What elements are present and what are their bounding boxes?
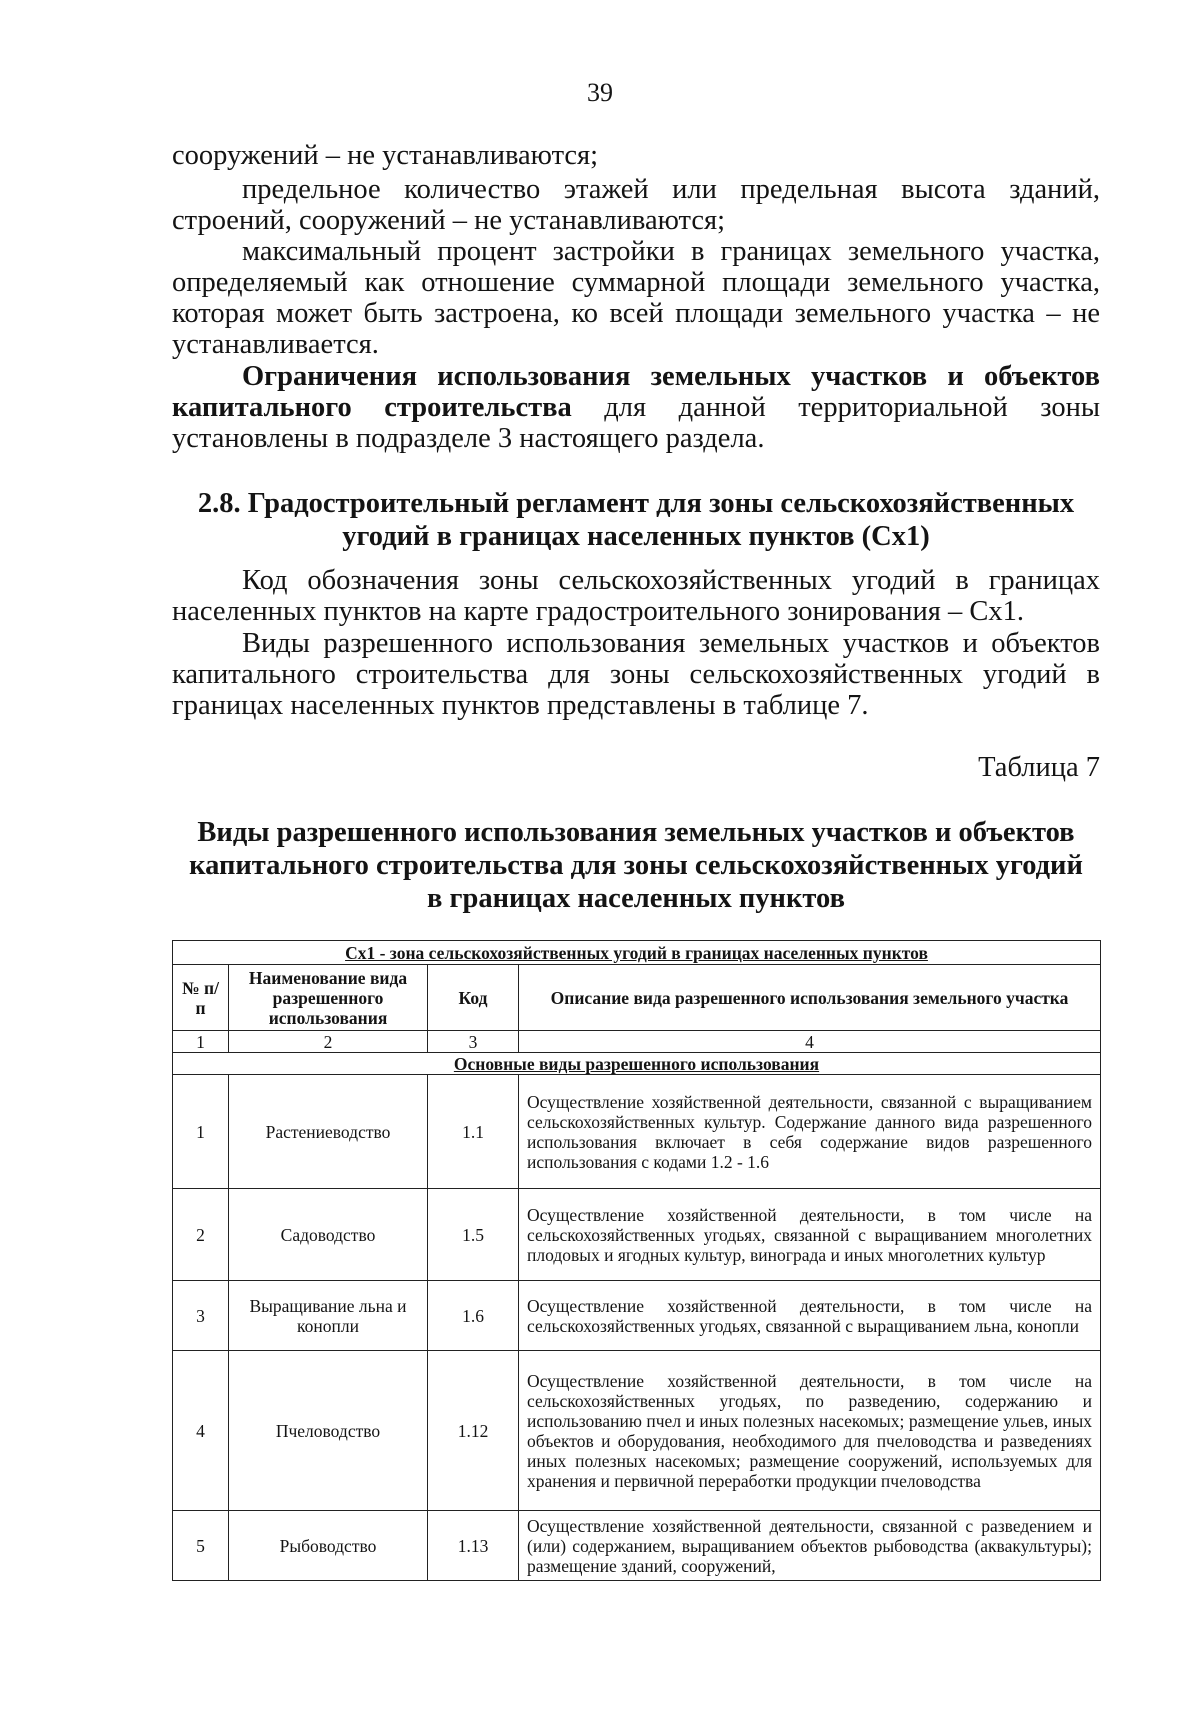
page-number: 39 [587, 78, 613, 107]
header-description: Описание вида разрешенного использования земельного участка [519, 965, 1101, 1031]
row-number: 4 [173, 1351, 229, 1511]
column-number-1: 1 [173, 1031, 229, 1053]
table-title-line3: в границах населенных пунктов [427, 883, 845, 914]
row-use-name: Растениеводство [229, 1075, 428, 1189]
row-number: 1 [173, 1075, 229, 1189]
section-heading [172, 487, 1100, 553]
table-row [173, 1351, 1101, 1511]
header-number: № п/п [173, 965, 229, 1031]
table-title-line1: Виды разрешенного использования земельных участков и объектов [197, 817, 1075, 848]
row-use-name: Рыбоводство [229, 1511, 428, 1581]
row-use-name: Пчеловодство [229, 1351, 428, 1511]
table-title-line2: капитального строительства для зоны сельскохозяйственных угодий [189, 850, 1083, 881]
paragraph-continuation: сооружений – не устанавливаются; [172, 140, 599, 171]
section-heading-line1: 2.8. Градостроительный регламент для зоны сельскохозяйственных [197, 488, 1075, 519]
paragraph-table-intro: Виды разрешенного использования земельных участков и объектов капитального строительства для зоны сельскохозяйственных угодий в границах населенных пунктов представлены в таблице 7. [172, 628, 1100, 721]
column-number-3: 3 [428, 1031, 519, 1053]
row-description: Осуществление хозяйственной деятельности, в том числе на сельскохозяйственных угодьях, связанной с выращиванием многолетних плодовых и ягодных культур, винограда и иных многолетних культур [519, 1189, 1101, 1281]
row-code: 1.13 [428, 1511, 519, 1581]
zone-row: Сх1 - зона сельскохозяйственных угодий в границах населенных пунктов [173, 941, 1101, 965]
paragraph-restrictions [172, 361, 1100, 454]
row-description: Осуществление хозяйственной деятельности, связанной с разведением и (или) содержанием, выращиванием объектов рыбоводства (аквакультуры); размещение зданий, сооружений, [519, 1511, 1101, 1581]
row-code: 1.5 [428, 1189, 519, 1281]
row-code: 1.12 [428, 1351, 519, 1511]
column-number-2: 2 [229, 1031, 428, 1053]
table-row [173, 1189, 1101, 1281]
header-code: Код [428, 965, 519, 1031]
section-row-main-uses: Основные виды разрешенного использования [173, 1053, 1101, 1075]
restrictions-bold: Ограничения использования земельных участков и объектов капитального строительства [172, 361, 1100, 423]
row-description: Осуществление хозяйственной деятельности, в том числе на сельскохозяйственных угодьях, по разведению, содержанию и использованию пчел и иных полезных насекомых; размещение ульев, иных объектов и оборудования, необходимого для пчеловодства и разведениях иных полезных насекомых; размещение сооружений, используемых для хранения и первичной переработки продукции пчеловодства [519, 1351, 1101, 1511]
row-number: 2 [173, 1189, 229, 1281]
restrictions-rest: для данной территориальной зоны установлены в подразделе 3 настоящего раздела. [172, 392, 1100, 454]
table-row [173, 1511, 1101, 1581]
table-label: Таблица 7 [978, 752, 1100, 783]
section-heading-line2: угодий в границах населенных пунктов (Сх1) [342, 521, 930, 552]
header-name: Наименование вида разрешенного использования [229, 965, 428, 1031]
row-description: Осуществление хозяйственной деятельности, в том числе на сельскохозяйственных угодьях, связанной с выращиванием льна, конопли [519, 1281, 1101, 1351]
paragraph-max-coverage: максимальный процент застройки в границах земельного участка, определяемый как отношение суммарной площади земельного участка, которая может быть застроена, ко всей площади земельного участка – не устанавливается. [172, 236, 1100, 360]
paragraph-max-floors: предельное количество этажей или предельная высота зданий, строений, сооружений – не устанавливаются; [172, 174, 1100, 236]
table-row [173, 1075, 1101, 1189]
row-use-name: Садоводство [229, 1189, 428, 1281]
row-code: 1.1 [428, 1075, 519, 1189]
row-description: Осуществление хозяйственной деятельности, связанной с выращиванием сельскохозяйственных культур. Содержание данного вида разрешенного использования включает в себя содержание видов разрешенного использования с кодами 1.2 - 1.6 [519, 1075, 1101, 1189]
table-title [172, 816, 1100, 915]
row-use-name: Выращивание льна и конопли [229, 1281, 428, 1351]
column-number-4: 4 [519, 1031, 1101, 1053]
table-row [173, 1281, 1101, 1351]
row-number: 3 [173, 1281, 229, 1351]
permitted-uses-table [172, 940, 1101, 1581]
row-code: 1.6 [428, 1281, 519, 1351]
row-number: 5 [173, 1511, 229, 1581]
paragraph-zone-code: Код обозначения зоны сельскохозяйственных угодий в границах населенных пунктов на карте градостроительного зонирования – Сх1. [172, 565, 1100, 627]
